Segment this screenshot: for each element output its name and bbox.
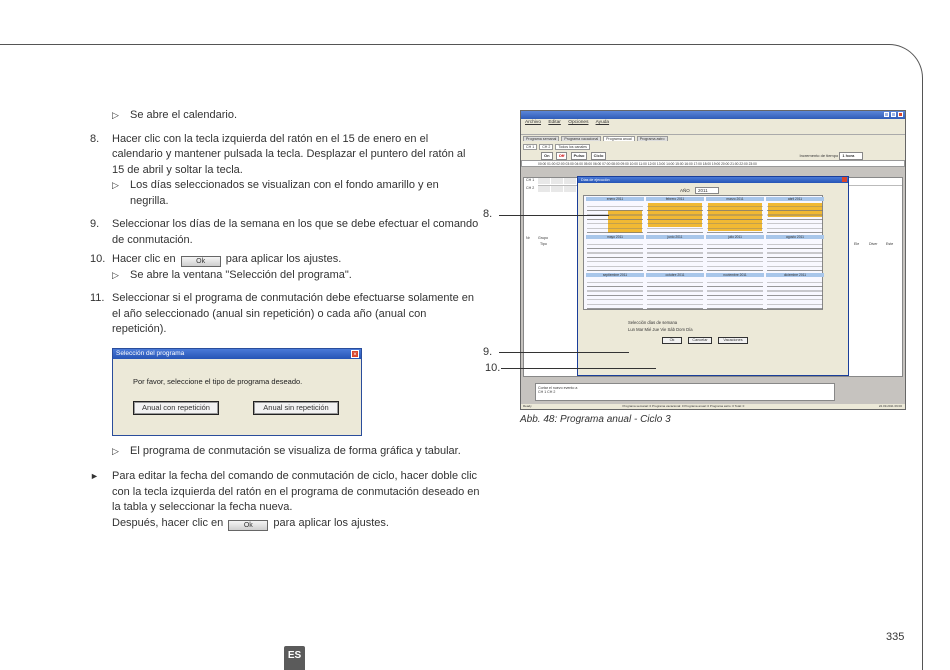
close-icon[interactable]: × xyxy=(351,350,359,358)
close-icon[interactable] xyxy=(898,112,903,117)
tab-ch2[interactable]: CH 2 xyxy=(539,144,553,150)
step-10: 10. Hacer clic en Ok para aplicar los ajustes. xyxy=(90,253,342,265)
cycle-button[interactable]: Ciclo xyxy=(591,152,607,160)
tab-all-channels[interactable]: Todos los canales xyxy=(555,144,590,150)
year-select[interactable]: 2011 xyxy=(695,187,719,194)
result-triangle-icon: ▷ xyxy=(112,180,119,190)
annual-repeat-button[interactable]: Anual con repetición xyxy=(133,401,219,415)
month-jul: julio 2011 xyxy=(706,235,764,271)
on-button[interactable]: On xyxy=(541,152,553,160)
result-calendar-opens: ▷ Se abre el calendario. xyxy=(112,108,480,124)
col-header-este: Este xyxy=(886,242,894,246)
result-step-8: ▷ Los días seleccionados se visualizan con el fondo amarillo y en negrilla. xyxy=(112,179,439,207)
tab-annual[interactable]: Programa anual xyxy=(603,136,635,141)
menu-opciones[interactable]: Opciones xyxy=(568,120,589,125)
callout-8: 8. xyxy=(483,208,493,220)
col-header-type: Tipo xyxy=(540,242,547,246)
weekday-checkboxes[interactable]: Lun Mar Mié Jue Vie Sáb Dom Día xyxy=(628,327,693,332)
col-header-nr: Nr xyxy=(526,236,530,240)
program-selection-dialog xyxy=(112,348,362,436)
month-apr: abril 2011 xyxy=(766,197,824,233)
channel-label: CH 1 xyxy=(526,178,535,182)
month-dec: diciembre 2011 xyxy=(766,273,824,309)
result-triangle-icon: ▷ xyxy=(112,110,119,120)
step-9: 9. Seleccionar los días de la semana en los que se debe efectuar el comando de conmutación. xyxy=(90,218,479,246)
time-step-select[interactable]: 1 hora xyxy=(839,152,863,160)
holidays-button[interactable]: Vacaciones xyxy=(718,337,748,344)
pulse-button[interactable]: Pulso xyxy=(571,152,588,160)
language-badge: ES xyxy=(284,646,305,670)
minimize-icon[interactable] xyxy=(884,112,889,117)
month-may: mayo 2011 xyxy=(586,235,644,271)
ok-button-inline: Ok xyxy=(181,256,221,267)
month-mar: marzo 2011 xyxy=(706,197,764,233)
screenshot-figure xyxy=(520,110,906,410)
tab-astro[interactable]: Programa astro xyxy=(637,136,668,141)
tab-ch1[interactable]: CH 1 xyxy=(523,144,537,150)
result-triangle-icon: ▷ xyxy=(112,445,119,456)
annual-no-repeat-button[interactable]: Anual sin repetición xyxy=(253,401,339,415)
weekday-selection: Selección días de semana Lun Mar Mié Jue Vie Sáb Dom Día xyxy=(628,320,693,332)
menu-ayuda[interactable]: Ayuda xyxy=(595,120,610,125)
edit-note: ► Para editar la fecha del comando de conmutación de ciclo, hacer doble clic con la tecla izquierda del ratón en el programa de conmutación deseado en la tabla y seleccionar la fecha nueva. Después, hacer clic en Ok para aplicar los ajustes. xyxy=(90,470,480,529)
channel-label: CH 2 xyxy=(526,186,535,190)
channel-radio-group[interactable]: CH 1 CH 2 xyxy=(538,390,556,394)
menu-archivo[interactable]: Archivo xyxy=(525,120,541,125)
month-nov: noviembre 2011 xyxy=(706,273,764,309)
year-selector: AÑO 2011 xyxy=(678,187,719,194)
col-header-group: Grupo xyxy=(538,236,548,240)
result-step-10: ▷ Se abre la ventana "Selección del programa". xyxy=(112,268,480,284)
maximize-icon[interactable] xyxy=(891,112,896,117)
step-11: 11. Seleccionar si el programa de conmutación debe efectuarse solamente en el año seleccionado (anual sin repetición) o cada año (anual con repetición). xyxy=(90,292,474,335)
year-calendar xyxy=(583,195,823,310)
callout-9: 9. xyxy=(483,346,493,358)
calendar-dialog-title: Días de ejecución xyxy=(578,177,848,183)
icon-toolbar xyxy=(521,127,905,135)
ok-button-inline: Ok xyxy=(228,520,268,531)
page-number: 335 xyxy=(886,631,905,643)
execution-days-dialog xyxy=(577,176,849,376)
month-sep: septiembre 2011 xyxy=(586,273,644,309)
month-jun: junio 2011 xyxy=(646,235,704,271)
result-step-11: ▷ El programa de conmutación se visualiza de forma gráfica y tabular. xyxy=(112,444,480,460)
hour-ruler: 00:00 01:00 02:00 03:00 04:00 05:00 06:00 07:00 08:00 09:00 10:00 11:00 12:00 13:00 14:00 15:00 16:00 17:00 18:00 19:00 20:00 21:00 22:00 23:00 xyxy=(521,160,905,167)
program-tabs xyxy=(521,135,905,143)
status-bar: Ready Programa semanal: 0 Programa vacacional: 0 Programa anual: 0 Programa astro: 0 Total: 0 22.09.2011 09:00 xyxy=(521,404,905,409)
callout-10: 10. xyxy=(485,362,501,374)
bullet-icon: ► xyxy=(90,471,99,481)
window-titlebar xyxy=(521,111,905,119)
channel-tabs xyxy=(521,143,905,151)
time-step-label: Incremento de tiempo xyxy=(799,153,839,158)
month-jan: enero 2011 xyxy=(586,197,644,233)
step-8: 8. Hacer clic con la tecla izquierda del ratón en el 15 de enero en el calendario y mantener pulsada la tecla. Desplazar el puntero del ratón al 15 de abril y soltar la tecla. xyxy=(90,132,466,176)
month-aug: agosto 2011 xyxy=(766,235,824,271)
program-dialog-message: Por favor, seleccione el tipo de programa deseado. xyxy=(133,376,303,386)
result-triangle-icon: ▷ xyxy=(112,269,119,280)
menu-bar xyxy=(521,119,905,127)
tab-vacation[interactable]: Programa vacacional xyxy=(561,136,601,141)
instructions xyxy=(90,108,480,531)
program-dialog-title: Selección del programa xyxy=(113,349,361,359)
ok-button[interactable]: Ok xyxy=(662,337,682,344)
command-toolbar xyxy=(521,151,905,160)
new-event-panel: Cortar el nuevo evento a CH 1 CH 2 xyxy=(535,383,835,401)
col-header-diver: Diver xyxy=(869,242,878,246)
month-oct: octubre 2011 xyxy=(646,273,704,309)
month-feb: febrero 2011 xyxy=(646,197,704,233)
off-button[interactable]: Off xyxy=(556,152,568,160)
cancel-button[interactable]: Cancelar xyxy=(688,337,712,344)
col-header-ele: Ele xyxy=(854,242,860,246)
menu-editar[interactable]: Editar xyxy=(548,120,561,125)
tab-weekly[interactable]: Programa semanal xyxy=(523,136,559,141)
figure-caption: Abb. 48: Programa anual - Ciclo 3 xyxy=(520,414,671,425)
close-icon[interactable] xyxy=(842,177,847,182)
